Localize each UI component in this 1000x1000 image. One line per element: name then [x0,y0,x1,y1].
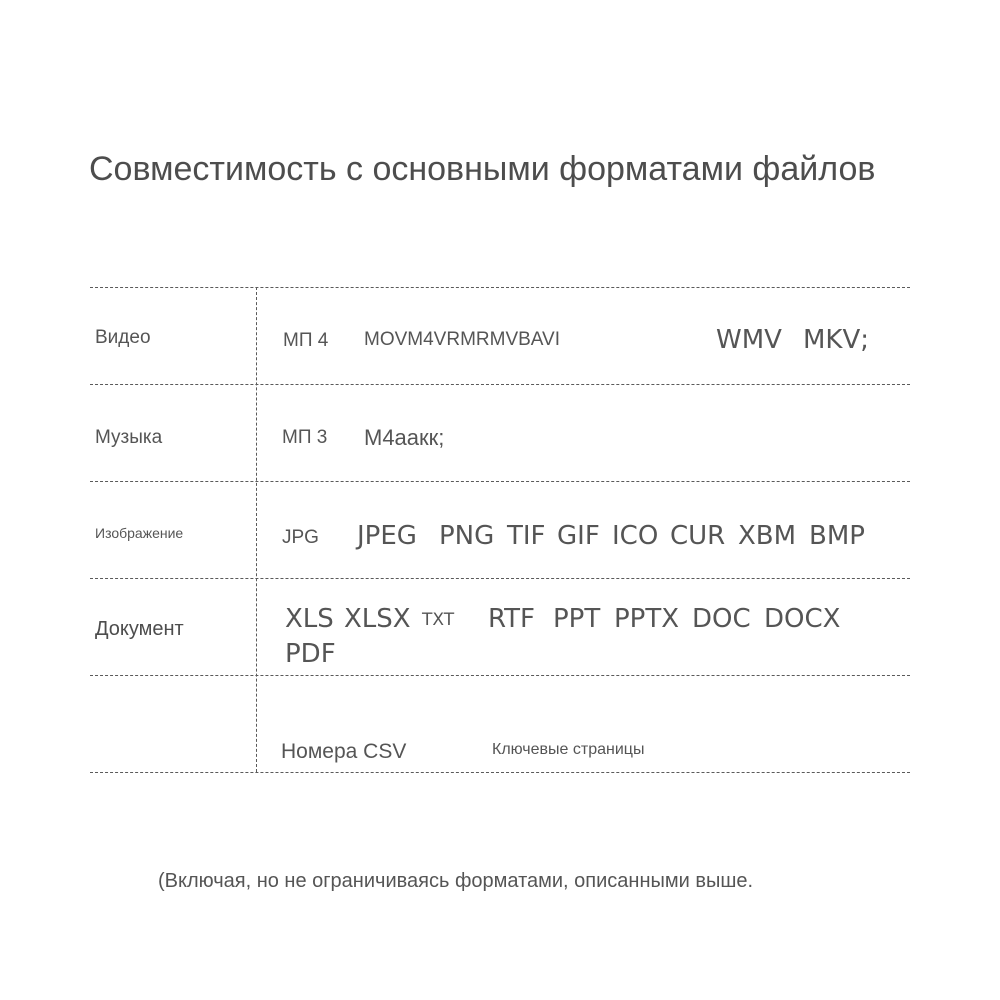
table-divider [90,287,910,288]
format-bmp: BMP [809,521,865,551]
format-keynote-pages: Ключевые страницы [492,741,645,758]
format-pptx: PPTX [614,604,680,634]
format-png: PNG [439,521,495,551]
format-m4a-aac: M4аакк; [364,425,445,450]
format-tif: TIF [507,521,546,551]
format-rtf: RTF [488,604,536,634]
column-divider [256,287,257,772]
format-doc: DOC [692,604,751,634]
format-xls: XLS [285,604,334,634]
format-cur: CUR [670,521,726,551]
format-gif: GIF [557,521,600,551]
format-numbers-csv: Номера CSV [281,740,407,763]
table-divider [90,675,910,676]
format-txt: TXT [422,610,455,630]
row-label-image: Изображение [95,525,184,541]
row-label-music: Музыка [95,427,163,448]
format-mov-group: MOVM4VRMRMVBAVI [364,329,561,350]
table-divider [90,772,910,773]
format-mp3: МП 3 [282,427,328,448]
format-xlsx: XLSX [344,604,411,634]
footnote: (Включая, но не ограничиваясь форматами, описанными выше. [158,870,754,892]
format-pdf: PDF [285,639,336,669]
row-label-video: Видео [95,327,151,348]
format-ico: ICO [612,521,659,551]
table-divider [90,384,910,385]
page-title: Совместимость с основными форматами файлов [89,150,876,188]
table-divider [90,578,910,579]
format-ppt: PPT [553,604,601,634]
format-jpg: JPG [282,527,319,548]
format-mkv: MKV; [803,325,870,355]
format-docx: DOCX [764,604,841,634]
table-divider [90,481,910,482]
format-mp4: МП 4 [283,330,329,351]
format-jpeg: JPEG [357,521,417,551]
row-label-document: Документ [95,618,184,640]
format-wmv: WMV [716,325,782,355]
format-xbm: XBM [738,521,797,551]
